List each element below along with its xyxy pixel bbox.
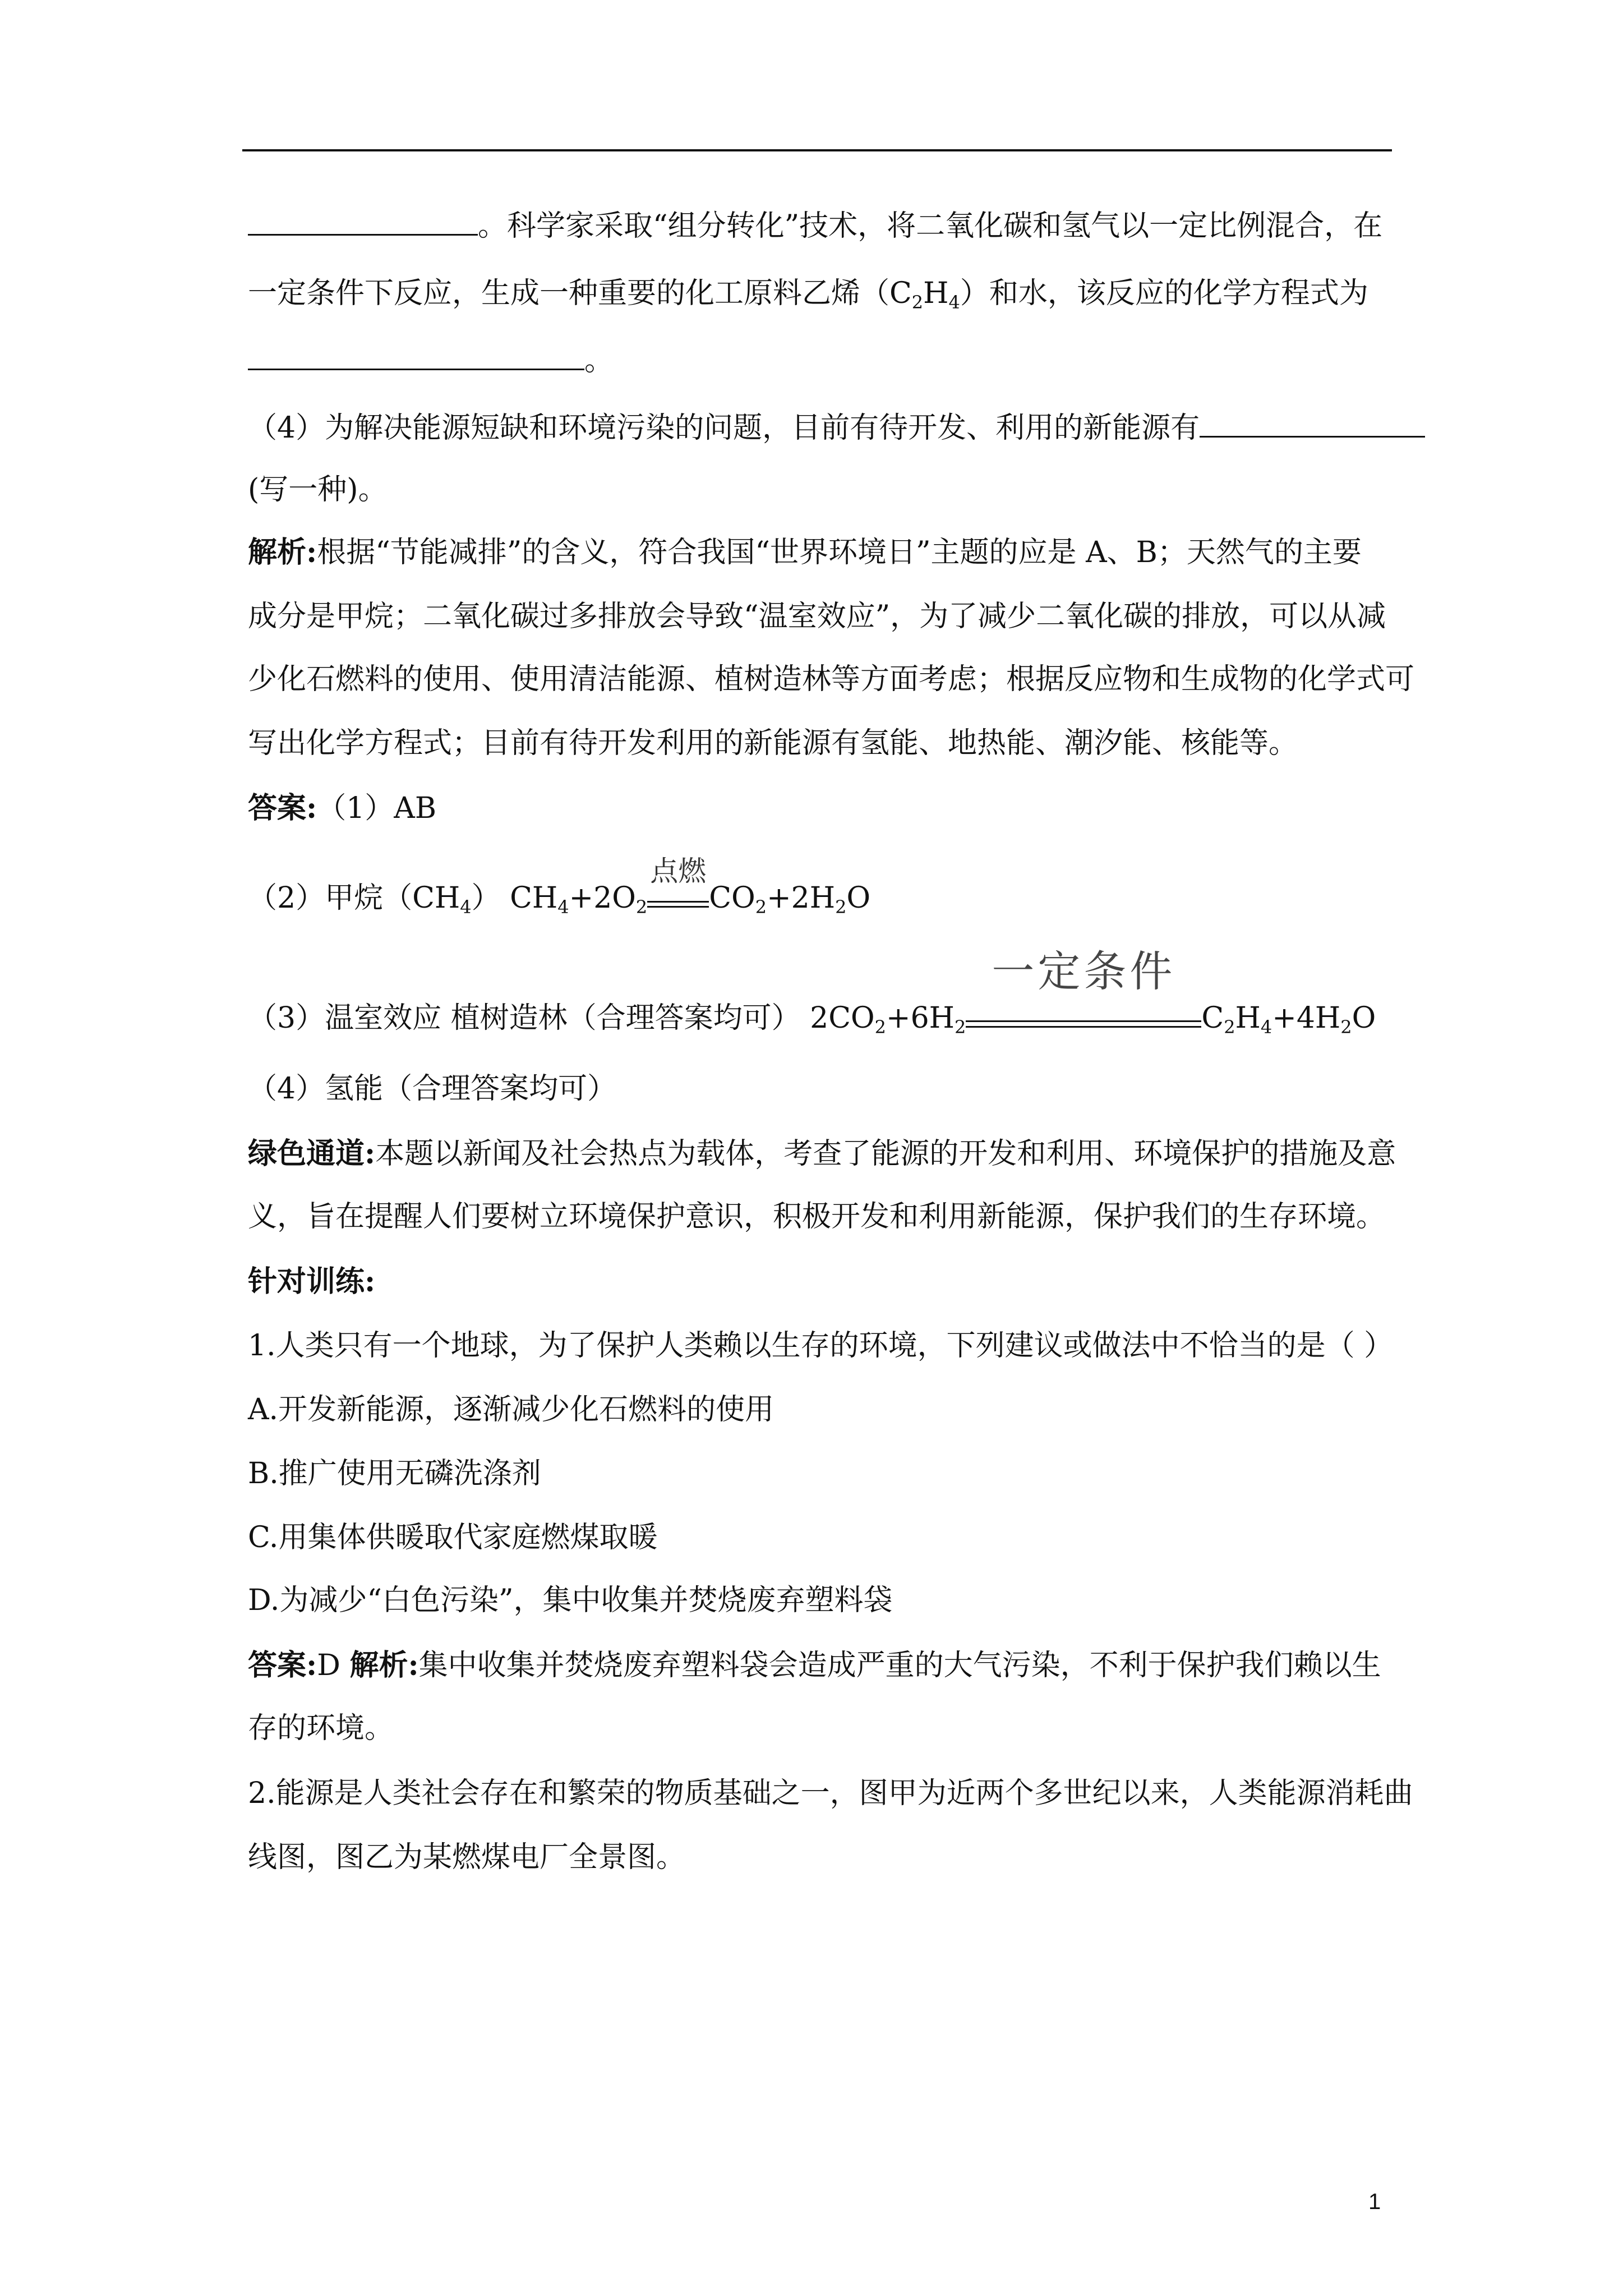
green-channel-label: 绿色通道: bbox=[248, 1137, 376, 1171]
answer-blank bbox=[1200, 410, 1425, 438]
option-c: C.用集体供暖取代家庭燃煤取暖 bbox=[248, 1521, 658, 1554]
answer-line-2: （2）甲烷$(CH_4)$ $CH_4+2O_2$ 点燃 $CO_2+2H_2O$ bbox=[248, 855, 871, 918]
answer-label: 答案: bbox=[248, 791, 317, 825]
page-number: 1 bbox=[1368, 2189, 1381, 2214]
analysis-line-1: 解析:根据“节能减排”的含义，符合我国“世界环境日”主题的应是 A、B；天然气的主要 bbox=[248, 535, 1362, 569]
answer-blank bbox=[248, 343, 584, 370]
answer-line-4: （4）氢能（合理答案均可） bbox=[248, 1072, 617, 1106]
header-rule bbox=[242, 149, 1392, 151]
option-d: D.为减少“白色污染”，集中收集并焚烧废弃塑料袋 bbox=[248, 1584, 893, 1617]
answer-blank bbox=[248, 208, 478, 236]
reaction-arrow-ignite: 点燃 bbox=[647, 884, 709, 908]
answer-line-3: （3）温室效应 植树造林（合理答案均可） $2CO_2+6H_2$ 一定条件 $C_2H_4+4H_2O$ bbox=[248, 946, 1376, 1038]
question-4-cont: (写一种)。 bbox=[248, 473, 388, 507]
question-4: （4）为解决能源短缺和环境污染的问题，目前有待开发、利用的新能源有 bbox=[248, 408, 1425, 448]
analysis-line-2: 成分是甲烷；二氧化碳过多排放会导致“温室效应”，为了减少二氧化碳的排放，可以从减 bbox=[248, 600, 1386, 633]
training-heading: 针对训练: bbox=[248, 1264, 376, 1299]
question-2-line-1: 2.能源是人类社会存在和繁荣的物质基础之一，图甲为近两个多世纪以来，人类能源消耗曲 bbox=[248, 1777, 1413, 1810]
text-line-2: 一定条件下反应，生成一种重要的化工原料乙烯$(C_2H_4)$和水，该反应的化学方程式为 bbox=[248, 277, 1368, 313]
option-b: B.推广使用无磷洗涤剂 bbox=[248, 1457, 541, 1490]
text-line-3: 。 bbox=[248, 341, 614, 380]
text-line-1: 。科学家采取“组分转化”技术，将二氧化碳和氢气以一定比例混合，在 bbox=[248, 206, 1382, 246]
answer-q1-line-1: 答案:D 解析:集中收集并焚烧废弃塑料袋会造成严重的大气污染，不利于保护我们赖以生 bbox=[248, 1648, 1381, 1682]
analysis-line-3: 少化石燃料的使用、使用清洁能源、植树造林等方面考虑；根据反应物和生成物的化学式可 bbox=[248, 662, 1415, 696]
reaction-arrow-condition: 一定条件 bbox=[966, 1004, 1201, 1028]
analysis-label: 解析: bbox=[248, 535, 317, 569]
question-2-line-2: 线图，图乙为某燃煤电厂全景图。 bbox=[248, 1841, 686, 1874]
green-channel-line-2: 义，旨在提醒人们要树立环境保护意识，积极开发和利用新能源，保护我们的生存环境。 bbox=[248, 1200, 1386, 1234]
answer-line-1: 答案:（1）AB bbox=[248, 791, 437, 825]
question-1: 1.人类只有一个地球，为了保护人类赖以生存的环境，下列建议或做法中不恰当的是（ ） bbox=[248, 1329, 1394, 1363]
answer-q1-line-2: 存的环境。 bbox=[248, 1711, 394, 1745]
option-a: A.开发新能源，逐渐减少化石燃料的使用 bbox=[248, 1393, 774, 1427]
green-channel-line-1: 绿色通道:本题以新闻及社会热点为载体，考查了能源的开发和利用、环境保护的措施及意 bbox=[248, 1137, 1396, 1171]
analysis-line-4: 写出化学方程式；目前有待开发利用的新能源有氢能、地热能、潮汐能、核能等。 bbox=[248, 726, 1298, 760]
